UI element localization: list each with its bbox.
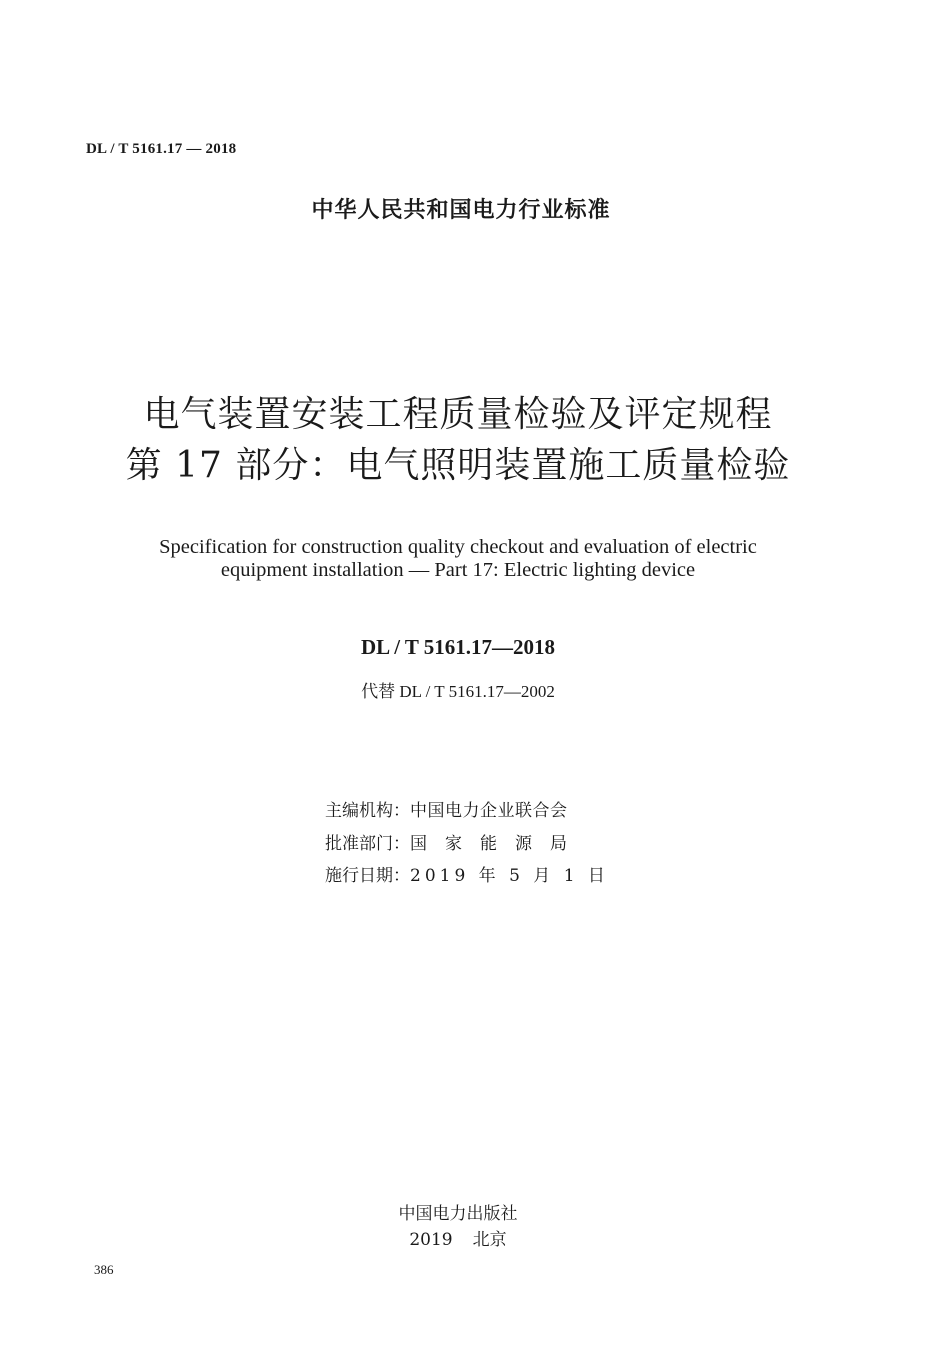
replaces-note: 代替 DL / T 5161.17—2002 xyxy=(361,682,555,701)
standard-code-header: DL / T 5161.17 — 2018 xyxy=(86,141,237,157)
publisher-year-city xyxy=(0,1225,916,1250)
publisher-year: 2019 xyxy=(409,1230,453,1250)
title-zh-line1: 电气装置安装工程质量检验及评定规程 xyxy=(143,394,773,435)
title-en-line1: Specification for construction quality checkout and evaluation of electric xyxy=(159,536,757,558)
publisher-name: 中国电力出版社 xyxy=(398,1204,518,1224)
editor-label: 主编机构： xyxy=(325,801,410,821)
approver-row xyxy=(325,829,585,854)
standard-code: DL / T 5161.17—2018 xyxy=(360,635,556,659)
effective-date-row xyxy=(325,861,609,886)
effective-date-value: 2019 年 5 月 1 日 xyxy=(410,866,609,886)
publisher-city: 北京 xyxy=(472,1230,507,1250)
title-zh-line2: 第 17 部分：电气照明装置施工质量检验 xyxy=(125,445,791,486)
title-en-line2: equipment installation — Part 17: Electric lighting device xyxy=(220,559,696,581)
effective-date-label: 施行日期： xyxy=(325,866,410,886)
editor-row xyxy=(325,796,568,821)
page-number: 386 xyxy=(94,1262,114,1277)
approver-value: 国家能源局 xyxy=(410,834,585,854)
approver-label: 批准部门： xyxy=(325,834,410,854)
industry-standard-heading: 中华人民共和国电力行业标准 xyxy=(311,198,611,223)
editor-value: 中国电力企业联合会 xyxy=(410,801,568,821)
